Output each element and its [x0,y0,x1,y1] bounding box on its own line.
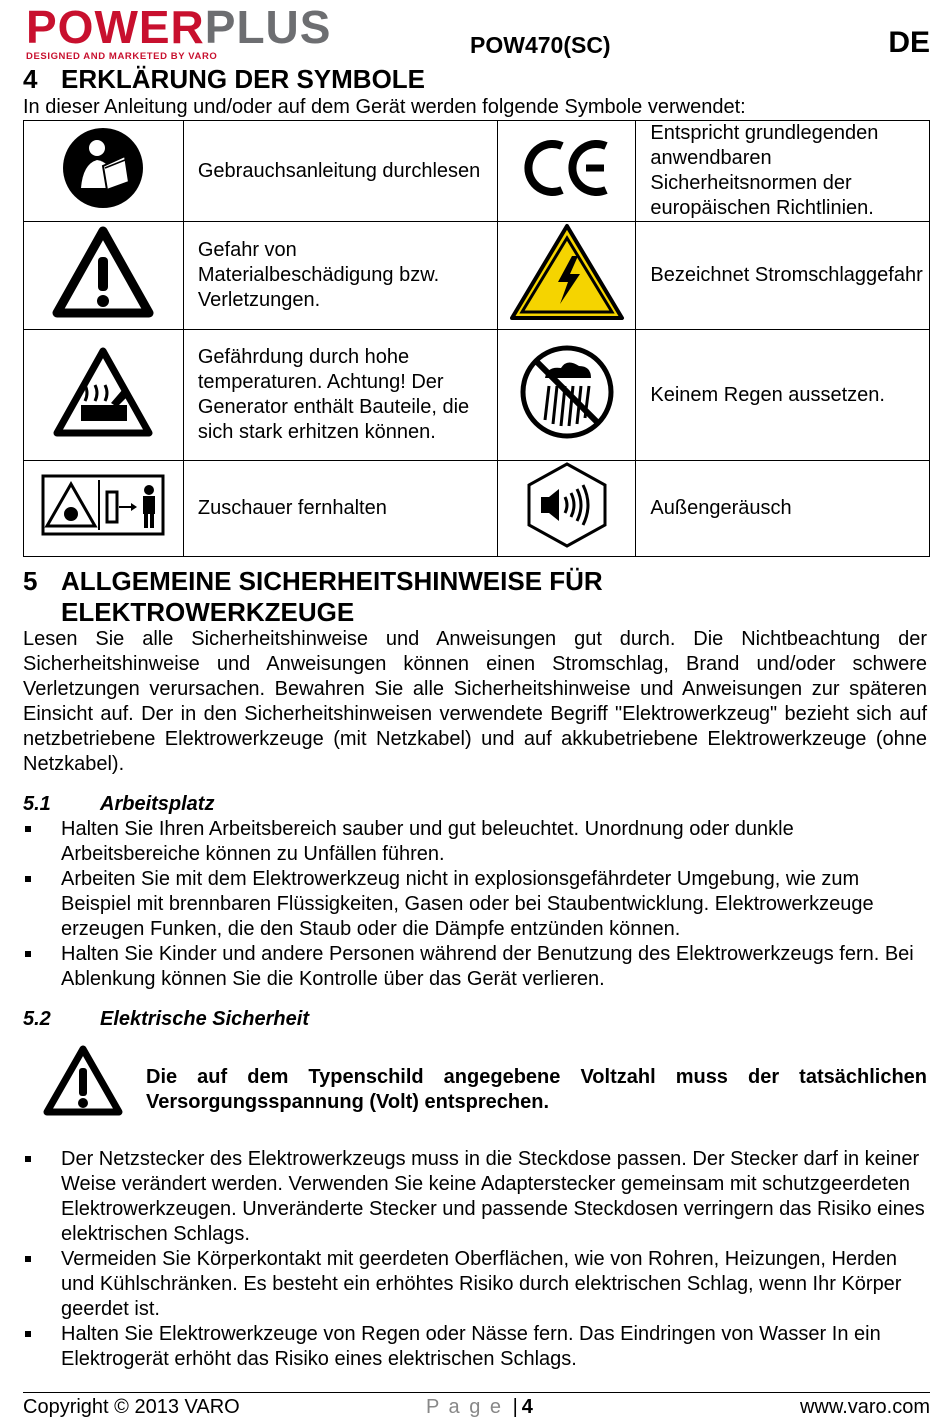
keep-bystanders-away-icon [24,461,184,557]
page-number: 4 [521,1396,533,1418]
read-manual-icon [24,121,184,222]
electric-shock-icon [498,222,636,330]
no-rain-icon [498,330,636,461]
section-5-intro: Lesen Sie alle Sicherheitshinweise und Anweisungen gut durch. Die Nichtbeachtung der Sicherheitshinweise und Anweisungen können einen Stromschlag, Brand und/oder schwere Verletzungen verursachen. Bewahren Sie alle Sicherheitshinweise und Anweisungen zur späteren Einsicht auf. Der in den Sicherheitshinweisen verwendete Begriff "Elektrowerkzeug" bezieht sich auf netzbetriebene Elektrowerkzeuge (mit Netzkabel) und auf akkubetriebene Elektrowerkzeuge (ohne Netzkabel). [23,628,927,775]
page-separator: | [512,1396,518,1418]
section-4-intro: In dieser Anleitung und/oder auf dem Gerät werden folgende Symbole verwendet: [23,96,746,118]
section-title-line2: ELEKTROWERKZEUGE [61,597,355,627]
list-item: Vermeiden Sie Körperkontakt mit geerdeten Oberflächen, wie von Rohren, Heizungen, Herden und Kühlschränken. Es besteht ein erhöhtes Risiko durch elektrischen Schlag, wenn Ihr Körper geerdet ist. [23,1247,927,1322]
workplace-list [23,817,927,992]
logo-tagline: DESIGNED AND MARKETED BY VARO [26,51,218,62]
section-5-heading [23,566,603,628]
symbol-table [23,120,930,557]
subsection-title: Elektrische Sicherheit [100,1008,309,1030]
footer-website: www.varo.com [799,1396,930,1418]
footer-copyright: Copyright © 2013 VARO [23,1396,240,1418]
symbol-description: Gefährdung durch hohe temperaturen. Achtung! Der Generator enthält Bauteile, die sich stark erhitzen können. [183,330,498,461]
section-number: 4 [23,64,38,94]
subsection-5-2-heading [23,1008,309,1031]
section-4-heading [23,64,425,95]
logo-part-plus: PLUS [204,1,332,53]
powerplus-logo [26,1,406,62]
list-item: Arbeiten Sie mit dem Elektrowerkzeug nicht in explosionsgefährdeter Umgebung, wie zum Beispiel mit brennbaren Flüssigkeiten, Gasen oder bei Staubentwicklung. Elektrowerkzeuge erzeugen Funken, die den Staub oder die Dämpfe entzünden können. [23,867,927,942]
footer-page [426,1396,533,1419]
symbol-description: Keinem Regen aussetzen. [636,330,930,461]
language-code: DE [888,26,930,59]
noise-icon [498,461,636,557]
section-title: ERKLÄRUNG DER SYMBOLE [61,64,426,94]
table-row [24,461,930,557]
symbol-description: Bezeichnet Stromschlaggefahr [636,222,930,330]
list-item: Halten Sie Ihren Arbeitsbereich sauber und gut beleuchtet. Unordnung oder dunkle Arbeitsbereiche können zu Unfällen führen. [23,817,927,867]
symbol-description: Zuschauer fernhalten [183,461,498,557]
page-label: P a g e [426,1396,504,1418]
list-item: Halten Sie Elektrowerkzeuge von Regen oder Nässe fern. Das Eindringen von Wasser In ein Elektrogerät erhöht das Risiko eines elektrischen Schlags. [23,1322,927,1372]
subsection-5-1-heading [23,793,214,816]
subsection-number: 5.1 [23,793,51,815]
subsection-number: 5.2 [23,1008,51,1030]
symbol-description: Entspricht grundlegenden anwendbaren Sicherheitsnormen der europäischen Richtlinien. [636,121,930,222]
list-item: Der Netzstecker des Elektrowerkzeugs muss in die Steckdose passen. Der Stecker darf in keiner Weise verändert werden. Verwenden Sie keine Adapterstecker gemeinsam mit schutzgeerdeten Elektrowerkzeugen. Unveränderte Stecker und passende Steckdosen verringern das Risiko eines elektrischen Schlags. [23,1147,927,1247]
footer-divider [23,1392,930,1393]
warning-triangle-icon [24,222,184,330]
section-title-line1: ALLGEMEINE SICHERHEITSHINWEISE FÜR [61,566,603,596]
warning-triangle-icon [42,1044,124,1123]
model-number: POW470(SC) [470,32,611,58]
logo-part-power: POWER [26,1,205,53]
ce-mark-icon [498,121,636,222]
table-row [24,222,930,330]
table-row [24,330,930,461]
list-item: Halten Sie Kinder und andere Personen während der Benutzung des Elektrowerkzeugs fern. Bei Ablenkung können Sie die Kontrolle über das Gerät verlieren. [23,942,927,992]
subsection-title: Arbeitsplatz [100,793,215,815]
voltage-warning: Die auf dem Typenschild angegebene Voltzahl muss der tatsächlichen Versorgungsspannung (Volt) entsprechen. [146,1066,927,1113]
symbol-description: Außengeräusch [636,461,930,557]
electrical-safety-list [23,1147,927,1372]
section-number: 5 [23,566,38,596]
table-row [24,121,930,222]
symbol-description: Gebrauchsanleitung durchlesen [183,121,498,222]
hot-surface-icon [24,330,184,461]
symbol-description: Gefahr von Materialbeschädigung bzw. Verletzungen. [183,222,498,330]
